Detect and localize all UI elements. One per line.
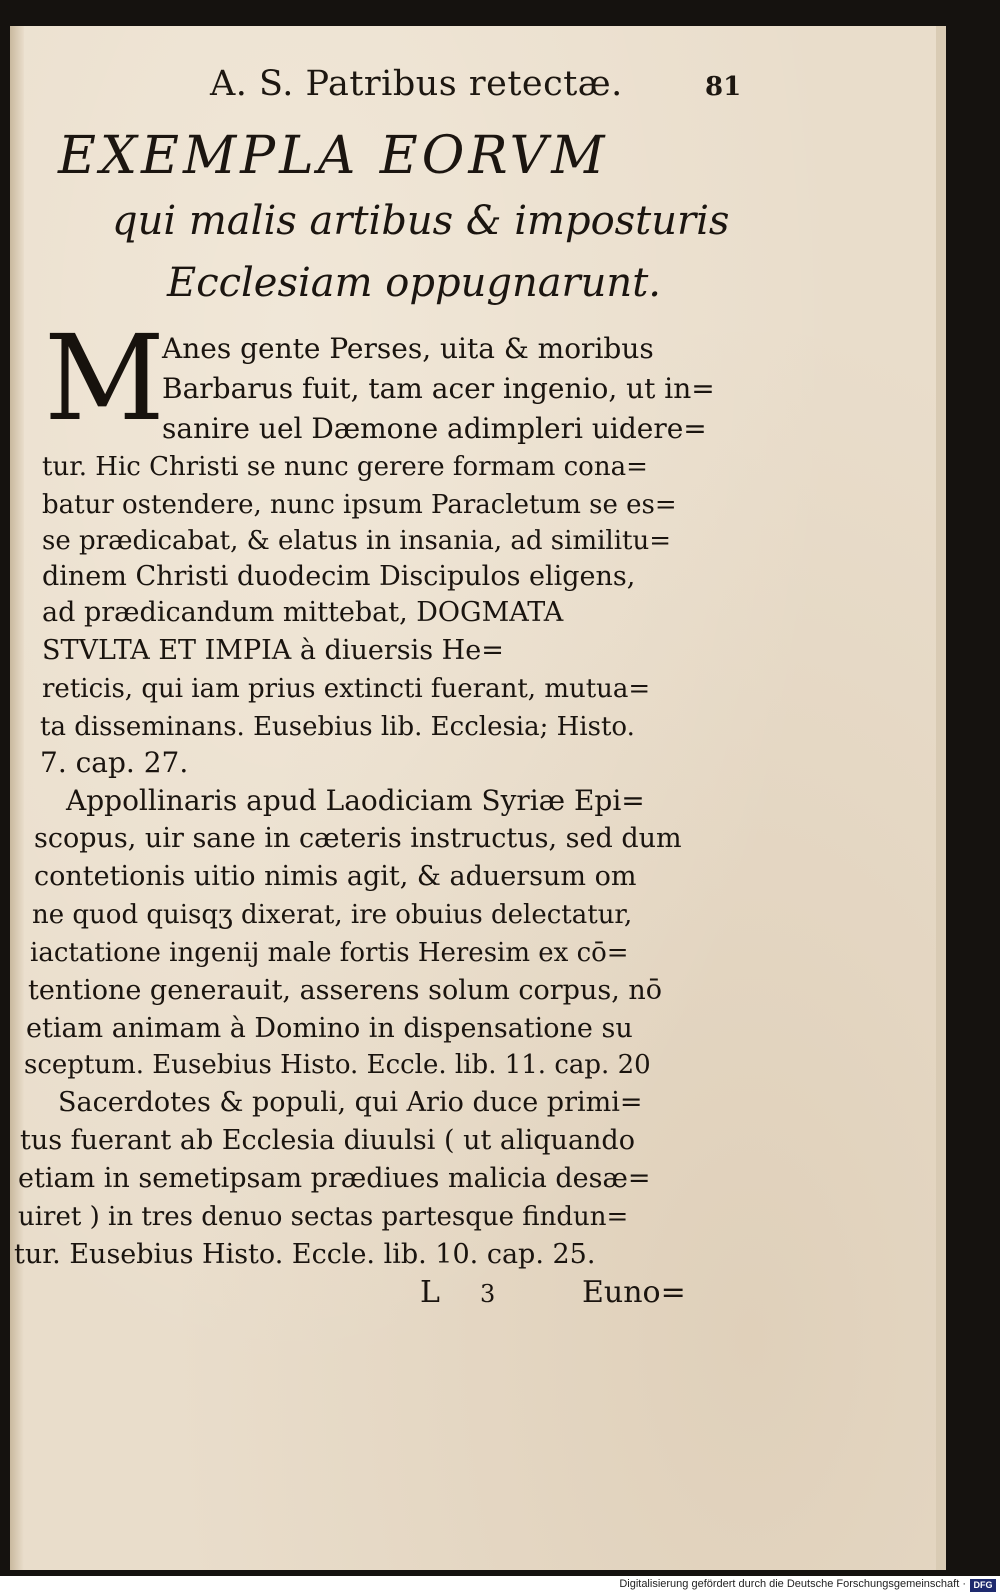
text-line: tur. Eusebius Histo. Eccle. lib. 10. cap. 25. bbox=[14, 1239, 596, 1270]
text-line: Barbarus fuit, tam acer ingenio, ut in= bbox=[162, 372, 715, 405]
text-line: Anes gente Perses, uita & moribus bbox=[162, 332, 654, 365]
page-number: 81 bbox=[705, 72, 742, 102]
text-line: tur. Hic Christi se nunc gerere formam cona= bbox=[42, 452, 648, 482]
text-line: reticis, qui iam prius extincti fuerant, mutua= bbox=[42, 674, 651, 704]
footer-credit: Digitalisierung gefördert durch die Deutsche Forschungsgemeinschaft · bbox=[619, 1578, 966, 1590]
text-line: iactatione ingenij male fortis Heresim ex cō= bbox=[30, 938, 629, 968]
drop-capital: M bbox=[44, 309, 165, 447]
catchword: Euno= bbox=[582, 1275, 686, 1310]
text-line: dinem Christi duodecim Discipulos eligens, bbox=[42, 561, 636, 592]
heading-line-3: Ecclesiam oppugnarunt. bbox=[167, 260, 661, 306]
text-line: scopus, uir sane in cæteris instructus, sed dum bbox=[34, 823, 682, 854]
text-line: sanire uel Dæmone adimpleri uidere= bbox=[162, 412, 707, 445]
text-line: tentione generauit, asserens solum corpus, nō bbox=[28, 975, 663, 1006]
text-line: sceptum. Eusebius Histo. Eccle. lib. 11. cap. 20 bbox=[24, 1050, 651, 1080]
text-line: ta disseminans. Eusebius lib. Ecclesia; Histo. bbox=[40, 712, 635, 742]
text-line: contetionis uitio nimis agit, & aduersum om bbox=[34, 861, 637, 892]
signature-number: 3 bbox=[480, 1280, 496, 1308]
dfg-logo: DFG bbox=[970, 1579, 996, 1592]
text-line: uiret ) in tres denuo sectas partesque findun= bbox=[18, 1202, 629, 1232]
text-line: ad prædicandum mittebat, DOGMATA bbox=[42, 597, 564, 628]
text-line: se prædicabat, & elatus in insania, ad similitu= bbox=[42, 526, 672, 556]
text-line: ne quod quisqʒ dixerat, ire obuius delectatur, bbox=[32, 900, 633, 930]
digitization-footer bbox=[0, 1576, 1000, 1596]
heading-line-2: qui malis artibus & imposturis bbox=[112, 198, 730, 244]
signature-mark: L bbox=[420, 1275, 440, 1310]
running-head: A. S. Patribus retectæ. bbox=[210, 64, 623, 104]
text-line: STVLTA ET IMPIA à diuersis He= bbox=[42, 635, 504, 666]
text-line: tus fuerant ab Ecclesia diuulsi ( ut aliquando bbox=[20, 1125, 635, 1156]
text-line: Appollinaris apud Laodiciam Syriæ Epi= bbox=[66, 784, 645, 817]
text-line: Sacerdotes & populi, qui Ario duce primi= bbox=[58, 1087, 643, 1118]
text-line: etiam animam à Domino in dispensatione su bbox=[26, 1013, 633, 1044]
text-line: 7. cap. 27. bbox=[40, 746, 189, 779]
heading-line-1: EXEMPLA EORVM bbox=[58, 126, 609, 186]
text-line: batur ostendere, nunc ipsum Paracletum se es= bbox=[42, 490, 677, 520]
text-line: etiam in semetipsam prædiues malicia desæ= bbox=[18, 1163, 651, 1194]
page-gutter-shadow bbox=[10, 26, 24, 1570]
